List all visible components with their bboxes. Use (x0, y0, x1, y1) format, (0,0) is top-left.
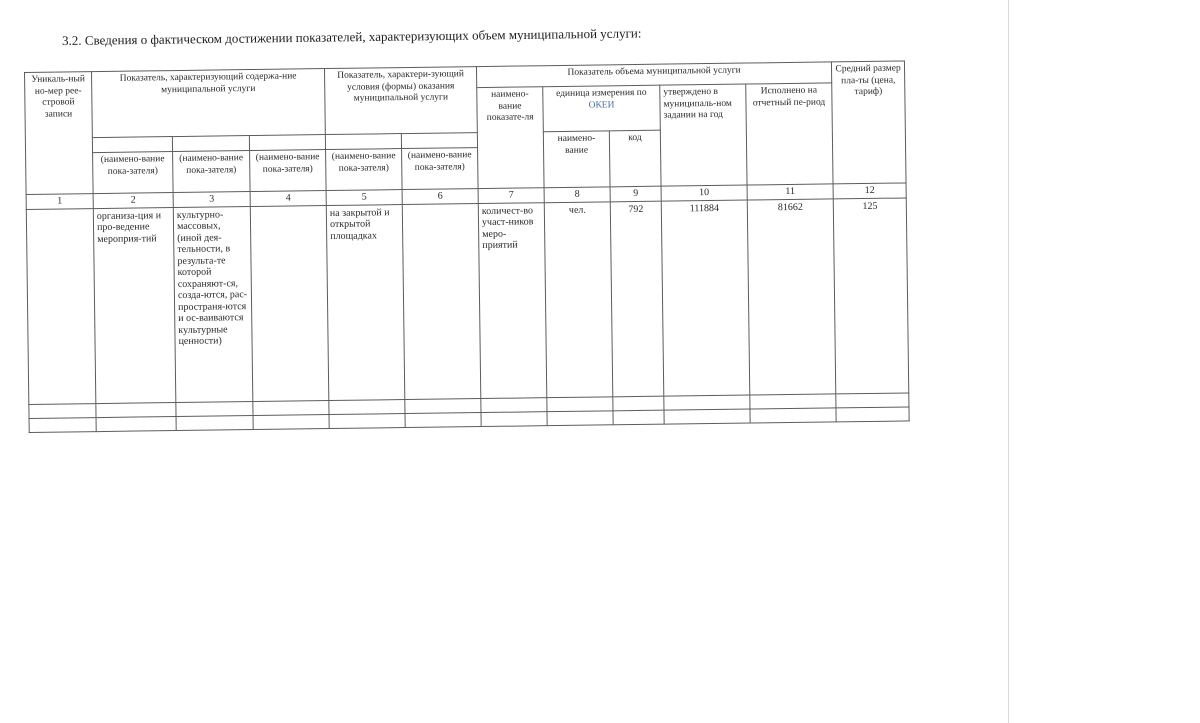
blank-cell (547, 396, 613, 411)
cell-content-indicator-1: организа-ция и про-ведение мероприя-тий (93, 207, 176, 403)
cell-content-indicator-3 (250, 205, 329, 401)
blank-cell (836, 406, 909, 421)
column-number: 3 (173, 192, 250, 208)
blank-cell (547, 410, 613, 425)
cell-unit-code: 792 (610, 201, 664, 397)
blank-cell (329, 399, 405, 414)
blank-cell (253, 414, 329, 429)
subheader-spacer (249, 135, 325, 151)
blank-cell (664, 395, 750, 410)
header-unit-measure (543, 85, 661, 132)
header-unit-name: наимено-вание (543, 131, 610, 188)
cell-content-indicator-2: культурно-массовых, (иной дея-тельности, в результа-те которой сохраняют-ся, созда-ются, рас-пространя-ются и ос-ваиваются культурные ценности) (173, 206, 253, 402)
page-edge-line (1008, 0, 1009, 723)
header-unit-okei: ОКЕИ (588, 99, 615, 111)
blank-cell (405, 412, 481, 427)
subheader-indicator-name-6: (наимено-вание пока-зателя) (402, 148, 479, 190)
cell-condition-indicator-2 (402, 203, 481, 399)
blank-cell (750, 393, 836, 408)
column-number: 5 (326, 190, 402, 205)
cell-average-price: 125 (833, 197, 909, 393)
cell-indicator-name: количест-во участ-ников меро-приятий (478, 202, 547, 398)
subheader-indicator-name-3: (наимено-вание пока-зателя) (173, 151, 251, 193)
cell-approved-value: 111884 (661, 200, 750, 396)
blank-cell (613, 396, 664, 411)
blank-cell (29, 403, 96, 418)
column-number: 9 (610, 186, 661, 201)
column-number: 6 (402, 189, 478, 204)
cell-condition-indicator-1: на закрытой и открытой площадках (326, 204, 405, 400)
subheader-spacer (92, 137, 172, 153)
header-approved: утверждено в муниципаль-ном задании на год (660, 84, 747, 186)
blank-cell (96, 402, 176, 417)
header-indicator-name: наимено-вание показате-ля (477, 87, 544, 189)
subheader-indicator-name-5: (наимено-вание пока-зателя) (326, 149, 403, 191)
cell-unit-name: чел. (544, 201, 613, 397)
blank-cell (836, 392, 909, 407)
blank-cell (405, 398, 481, 413)
cell-registry-number (26, 208, 96, 404)
column-number: 12 (833, 183, 906, 198)
blank-cell (176, 415, 253, 430)
blank-cell (176, 401, 253, 416)
blank-cell (750, 407, 836, 422)
column-number: 1 (26, 194, 93, 209)
blank-cell (481, 411, 547, 426)
header-unit-prefix: единица измерения по (556, 87, 647, 100)
header-average-price: Средний размер пла-ты (цена, тариф) (832, 61, 907, 184)
subheader-indicator-name-2: (наимено-вание пока-зателя) (93, 152, 174, 194)
subheader-spacer (401, 133, 477, 149)
report-table-wrapper (24, 60, 910, 432)
blank-cell (481, 397, 547, 412)
column-number: 10 (661, 185, 747, 201)
column-number: 7 (478, 188, 544, 203)
blank-cell (329, 413, 405, 428)
column-number: 2 (93, 193, 173, 209)
cell-fulfilled-value: 81662 (747, 198, 836, 394)
header-volume-indicator: Показатель объема муниципальной услуги (476, 62, 831, 88)
volume-indicators-table (24, 60, 910, 432)
header-conditions-indicator: Показатель, характери-зующий условия (формы) оказания муниципальной услуги (324, 67, 477, 135)
column-number: 8 (544, 187, 610, 202)
column-number: 4 (250, 191, 326, 206)
blank-cell (29, 417, 96, 432)
header-unit-code: код (609, 130, 661, 187)
blank-cell (664, 409, 750, 424)
header-registry-number: Уникаль-ный но-мер рее-стровой записи (25, 72, 94, 195)
subheader-spacer (325, 134, 401, 150)
column-number: 11 (747, 184, 833, 200)
header-fulfilled: Исполнено на отчетный пе-риод (746, 83, 833, 185)
subheader-spacer (172, 136, 249, 152)
subheader-indicator-name-4: (наимено-вание пока-зателя) (250, 150, 327, 192)
section-heading: 3.2. Сведения о фактическом достижении показателей, характеризующих объем муниципальной услуги: (62, 25, 642, 48)
header-content-indicator: Показатель, характеризующий содержа-ние муниципальной услуги (92, 69, 326, 138)
blank-cell (613, 410, 664, 425)
blank-cell (96, 416, 176, 431)
blank-cell (253, 400, 329, 415)
